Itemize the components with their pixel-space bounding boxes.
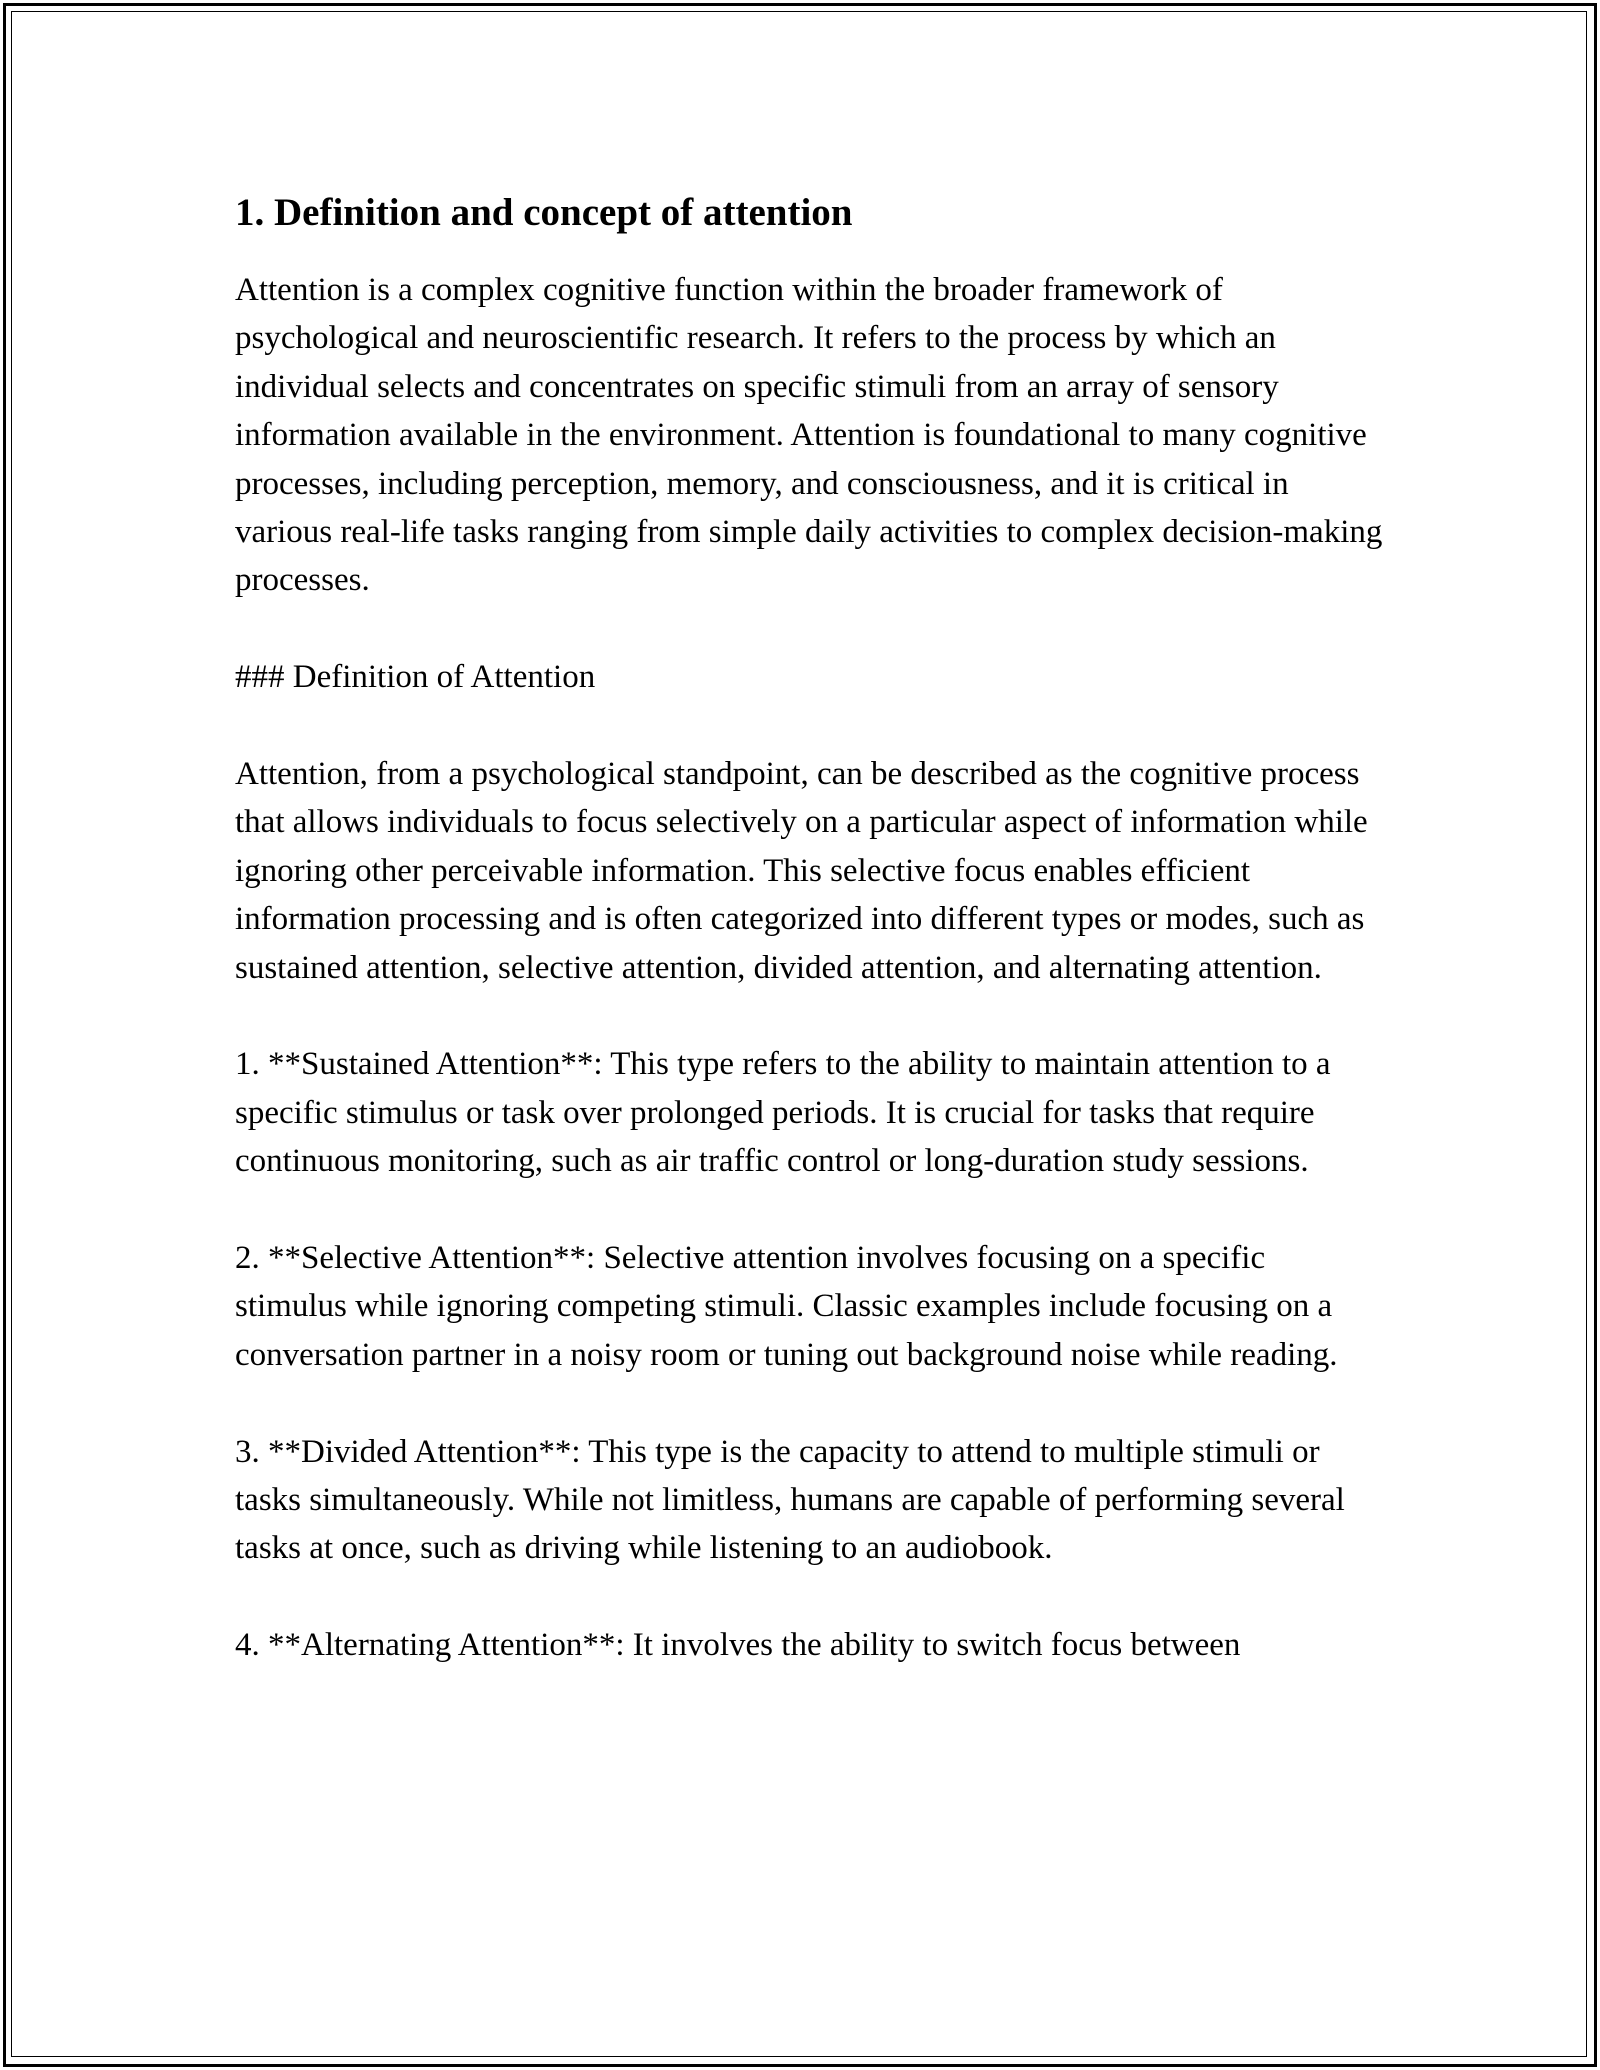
subheading-definition: ### Definition of Attention bbox=[235, 659, 596, 696]
paragraph-spacer bbox=[235, 605, 1385, 653]
document-body bbox=[235, 185, 1385, 1670]
intro-paragraph: Attention is a complex cognitive function within the broader framework of psychological and neuroscientific research. It refers to the process by which an individual selects and concentrates on specific stimuli from an array of sensory information available in the environment. Attention is foundational to many cognitive processes, including perception, memory, and consciousness, and it is critical in various real-life tasks ranging from simple daily activities to complex decision-making processes. bbox=[235, 272, 1383, 599]
list-item-alternating: 4. **Alternating Attention**: It involves the ability to switch focus between bbox=[235, 1627, 1241, 1664]
paragraph-spacer bbox=[235, 1573, 1385, 1621]
list-item-selective: 2. **Selective Attention**: Selective attention involves focusing on a specific stimulus while ignoring competing stimuli. Classic examples include focusing on a conversation partner in a noisy room or tuning out background noise while reading. bbox=[235, 1240, 1338, 1373]
paragraph-spacer bbox=[235, 992, 1385, 1040]
paragraph-spacer bbox=[235, 1186, 1385, 1234]
paragraph-spacer bbox=[235, 1379, 1385, 1427]
paragraph-spacer bbox=[235, 702, 1385, 750]
section-title: 1. Definition and concept of attention bbox=[235, 191, 853, 234]
definition-paragraph: Attention, from a psychological standpoint, can be described as the cognitive process that allows individuals to focus selectively on a particular aspect of information while ignoring other perceivable information. This selective focus enables efficient information processing and is often categorized into different types or modes, such as sustained attention, selective attention, divided attention, and alternating attention. bbox=[235, 756, 1368, 986]
list-item-divided: 3. **Divided Attention**: This type is the capacity to attend to multiple stimuli or tasks simultaneously. While not limitless, humans are capable of performing several tasks at once, such as driving while listening to an audiobook. bbox=[235, 1433, 1345, 1567]
list-item-sustained: 1. **Sustained Attention**: This type refers to the ability to maintain attention to a specific stimulus or task over prolonged periods. It is crucial for tasks that require continuous monitoring, such as air traffic control or long-duration study sessions. bbox=[235, 1046, 1331, 1180]
